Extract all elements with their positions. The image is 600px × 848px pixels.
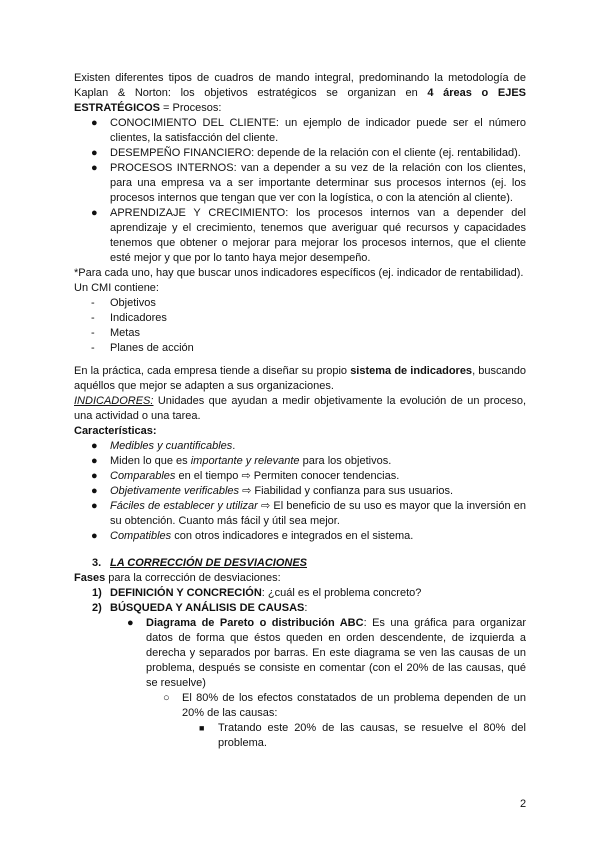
paragraph-line: Existen diferentes tipos de cuadros de mando integral, predominando la metodología de [74,72,526,84]
text: En la práctica, cada empresa tiende a diseñar su propio [74,365,351,377]
arrow-icon: ⇨ [242,485,252,497]
italic-text: Compatibles [110,530,172,542]
list-item: PROCESOS INTERNOS: van a depender a su vez de la relación con los clientes, [110,162,526,174]
section-title: LA CORRECCIÓN DE DESVIACIONES [110,557,308,569]
list-item: su obtención. Cuanto más fácil y útil sea mejor. [110,515,340,527]
text: : [304,602,308,614]
list-item: Planes de acción [110,342,194,354]
cmi-intro: Un CMI contiene: [74,282,159,294]
list-item [110,439,235,454]
text: Miden lo que es [110,455,191,467]
bullet-dot: ● [91,117,98,129]
list-item: CONOCIMIENTO DEL CLIENTE: un ejemplo de indicador puede ser el número [110,117,526,129]
bullet-dot: ● [91,440,98,452]
list-item: para una empresa va a ser importante determinar sus procesos internos (ej. los [110,177,526,189]
list-item: El 80% de los efectos constatados de un problema dependen de un [182,692,526,704]
italic-text: importante y relevante [190,455,300,467]
list-item [110,454,391,469]
text: Unidades que ayudan a medir objetivamente la evolución de un proceso, [153,395,526,407]
bullet-dot: ● [91,455,98,467]
list-item: Objetivos [110,297,156,309]
list-item: datos de forma que éstos queden en orden descendente, de izquierda a [146,632,526,644]
list-item: se resuelve) [146,677,206,689]
bullet-dot: ● [127,617,134,629]
text: con otros indicadores e integrados en el sistema. [171,530,414,542]
paragraph-line: una actividad o una tarea. [74,410,201,422]
text: : Es una gráfica para organizar [363,617,526,629]
bold-text: ESTRATÉGICOS [74,102,160,114]
italic-text: Objetivamente verificables [110,485,240,497]
list-item: Indicadores [110,312,167,324]
text: Fiabilidad y confianza para sus usuarios. [251,485,454,497]
phase-item [110,601,307,616]
paragraph-line [74,86,526,101]
paragraph-line [74,571,281,586]
bullet-dot: ● [91,207,98,219]
list-item: problema, después se consiste en comentar (con el 20% de las causas, qué [146,662,526,674]
bullet-dot: ● [91,485,98,497]
dash-bullet: - [91,297,95,309]
indicadores-label: INDICADORES: [74,395,154,407]
text: para los objetivos. [299,455,392,467]
bold-text: Diagrama de Pareto o distribución ABC [146,617,364,629]
text: Kaplan & Norton: los objetivos estratégicos se organizan en [74,87,428,99]
bold-text: sistema de indicadores [350,365,473,377]
note-text: *Para cada uno, hay que buscar unos indicadores específicos (ej. indicador de rentabilidad). [74,267,524,279]
list-item [110,484,453,499]
list-item: Tratando este 20% de las causas, se resuelve el 80% del [218,722,526,734]
dash-bullet: - [91,327,95,339]
characteristics-title: Características: [74,425,157,437]
paragraph-line [74,394,526,409]
phase-number: 1) [92,587,102,599]
list-item [110,529,413,544]
list-item: procesos internos que tengan que ver con la logística, o con la atención al cliente). [110,192,513,204]
list-item: Metas [110,327,140,339]
text: : ¿cuál es el problema concreto? [261,587,422,599]
dash-bullet: - [91,312,95,324]
circle-bullet: ○ [163,692,170,704]
bullet-dot: ● [91,162,98,174]
text: para la corrección de desviaciones: [105,572,281,584]
list-item: tenemos que obtener o mejorar para mejorar los procesos internos, que el cliente [110,237,526,249]
list-item: problema. [218,737,267,749]
phase-item [110,586,421,601]
bullet-dot: ● [91,530,98,542]
bullet-dot: ● [91,470,98,482]
paragraph-line [74,364,526,379]
text: Permiten conocer tendencias. [250,470,400,482]
italic-text: Fáciles de establecer y utilizar [110,500,258,512]
arrow-icon: ⇨ [241,470,251,482]
page-number: 2 [520,798,527,810]
bold-text: BÚSQUEDA Y ANÁLISIS DE CAUSAS [110,602,305,614]
list-item: clientes, la satisfacción del cliente. [110,132,279,144]
bold-text: DEFINICIÓN Y CONCRECIÓN [110,587,262,599]
bold-text: 4 áreas o EJES [427,87,526,99]
bullet-dot: ● [91,500,98,512]
list-item [110,469,399,484]
list-item [110,499,526,514]
phase-number: 2) [92,602,102,614]
text: , buscando [472,365,526,377]
paragraph-line [74,101,221,116]
text: . [232,440,236,452]
arrow-icon: ⇨ [261,500,271,512]
bold-text: Fases [74,572,106,584]
list-item: esté mejor y que por lo tanto haya mejor desempeño. [110,252,371,264]
dash-bullet: - [91,342,95,354]
text: = Procesos: [159,102,222,114]
list-item: APRENDIZAJE Y CRECIMIENTO: los procesos internos van a depender del [110,207,526,219]
list-item: 20% de las causas: [182,707,278,719]
italic-text: Comparables [110,470,176,482]
list-item: aprendizaje y el crecimiento, tenemos que averiguar qué recursos y capacidades [110,222,526,234]
section-number: 3. [92,557,102,569]
bullet-dot: ● [91,147,98,159]
square-bullet: ■ [199,723,205,733]
italic-text: Medibles y cuantificables [110,440,233,452]
paragraph-line: aquéllos que mejor se adapten a sus organizaciones. [74,380,334,392]
text: El beneficio de su uso es mayor que la inversión en [270,500,526,512]
list-item [146,616,526,631]
list-item: DESEMPEÑO FINANCIERO: depende de la relación con el cliente (ej. rentabilidad). [110,147,521,159]
text: en el tiempo [175,470,242,482]
list-item: derecha y separados por barras. En este diagrama se ven las causas de un [146,647,526,659]
